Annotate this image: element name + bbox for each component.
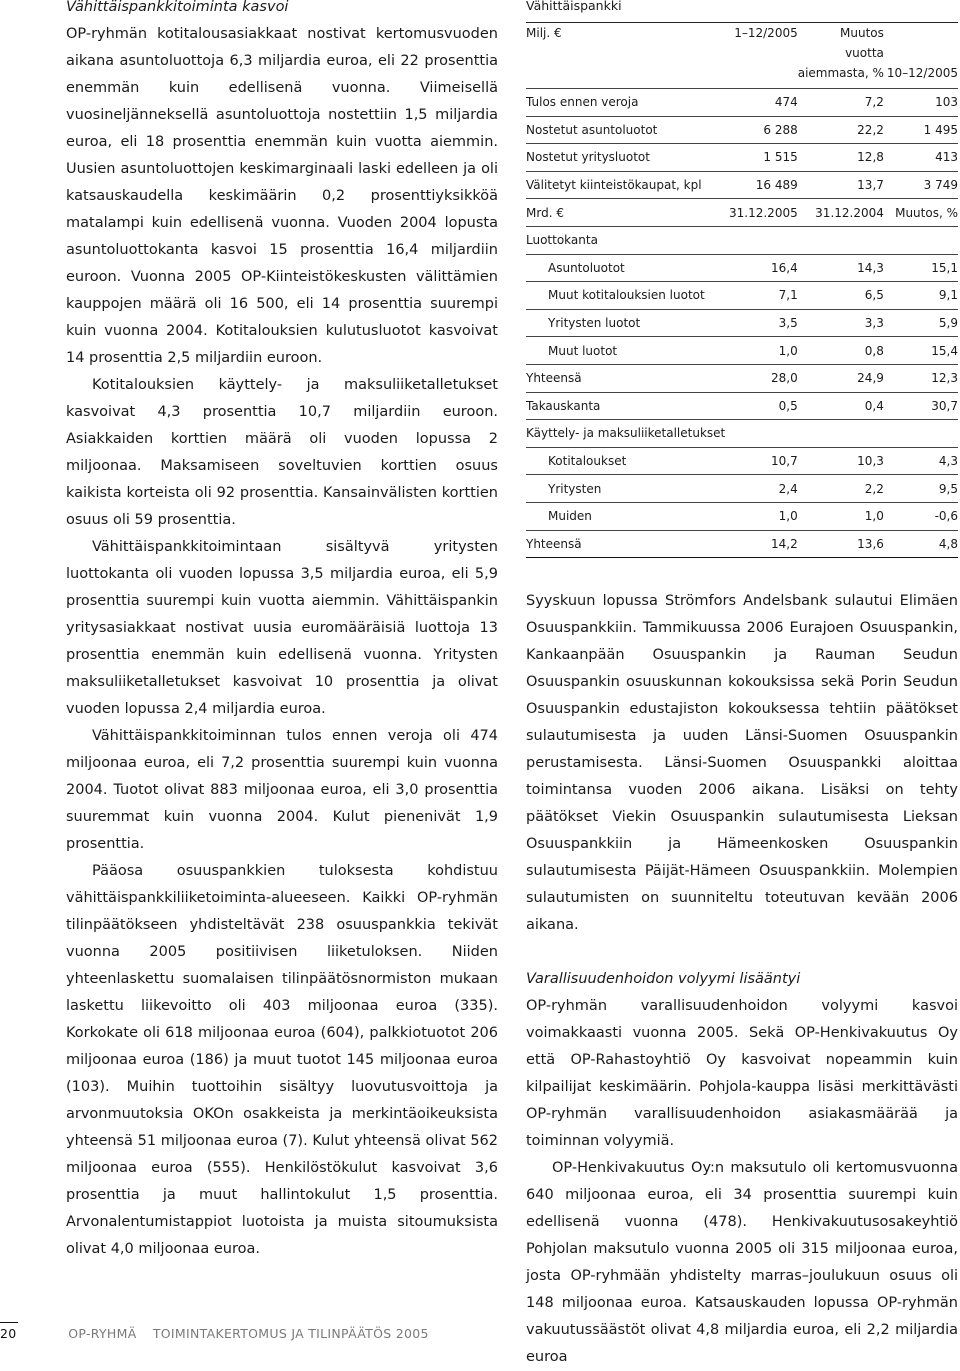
row-value: -0,6 (884, 502, 958, 530)
row-value (725, 420, 797, 448)
table-row (526, 254, 958, 282)
row-value: 3,3 (798, 309, 884, 337)
body-paragraph: Vähittäispankkitoiminnan tulos ennen veroja oli 474 miljoonaa euroa, eli 7,2 prosenttia suurempi kuin vuonna 2004. Tuotot olivat 883 miljoonaa euroa, eli 3,0 prosenttia suuremmat kuin vuonna 2004. Kulut pienenivät 1,9 prosenttia. (66, 728, 498, 852)
table-header-row (526, 63, 958, 89)
row-value: 474 (725, 89, 797, 117)
row-label: Mrd. € (526, 199, 725, 227)
row-value: 5,9 (884, 309, 958, 337)
right-column (526, 0, 958, 1371)
header-cell: Milj. € (526, 26, 562, 40)
table-header-row (526, 199, 958, 227)
table-row (526, 89, 958, 117)
row-value: 1 495 (884, 116, 958, 144)
row-label: Muiden (526, 502, 725, 530)
row-value: 4,8 (884, 530, 958, 558)
row-value: 2,4 (725, 475, 797, 503)
table-row (526, 392, 958, 420)
body-paragraph: Syyskuun lopussa Strömfors Andelsbank sulautui Elimäen Osuuspankkiin. Tammikuussa 2006 Eurajoen Osuuspankin, Kankaanpään Osuuspankin ja Rauman Seudun Osuuspankin osuuskunnan kokouksissa sekä Porin Seudun Osuuspankin edustajiston kokouksessa tehtiin päätökset sulautumisesta ja uuden Länsi-Suomen Osuuspankin perustamisesta. Länsi-Suomen Osuuspankki aloittaa toimintansa vuoden 2006 aikana. Lisäksi on tehty päätökset Viekin Osuuspankin sulautumisesta Lieksan Osuuspankkiin ja Hämeenkosken Osuuspankin sulautumisesta Päijät-Hämeen Osuuspankkiin. Molempien sulautumisten on suunniteltu toteutuvan kevään 2006 aikana. (526, 593, 958, 934)
row-label: Muut luotot (526, 337, 725, 365)
row-value: 14,2 (725, 530, 797, 558)
row-value: 103 (884, 89, 958, 117)
body-paragraph: OP-Henkivakuutus Oy:n maksutulo oli kertomusvuonna 640 miljoonaa euroa, eli 34 prosenttia suurempi kuin edellisenä vuonna (478). Henkivakuutusosakeyhtiö Pohjolan maksutulo vuonna 2005 oli 315 miljoonaa euroa, josta OP-ryhmään yhdistelty marras–joulukuun osuus oli 148 miljoonaa euroa. Katsauskauden lopussa OP-ryhmän vakuutussäästöt olivat 4,8 miljardia euroa, eli 2,2 miljardia euroa (526, 1160, 958, 1366)
table-row (526, 226, 958, 254)
row-value: 4,3 (884, 447, 958, 475)
body-paragraph: OP-ryhmän kotitalousasiakkaat nostivat kertomusvuoden aikana asuntoluottoja 6,3 miljardia euroa, eli 22 prosenttia enemmän kuin edellisenä vuonna. Viimeisellä vuosineljänneksellä asuntoluottoja nostettiin 1,5 miljardia euroa, eli 18 prosenttia enemmän kuin vuotta aiemmin. Uusien asuntoluottojen keskimarginaali laski edelleen ja oli katsauskaudella keskimäärin 0,2 prosenttiyksikköä matalampi kuin edellisenä vuonna. Vuoden 2004 lopusta asuntoluottokanta kasvoi 15 prosenttia 16,4 miljardiin euroon. Vuonna 2005 OP-Kiinteistökeskusten välittämien kauppojen määrä oli 16 500, eli 14 prosenttia suurempi kuin vuonna 2004. Kotitalouksien kulutusluotot kasvoivat 14 prosenttia 2,5 miljardiin euroon. (66, 26, 498, 366)
row-value: 0,8 (798, 337, 884, 365)
row-value: 9,5 (884, 475, 958, 503)
table-row (526, 171, 958, 199)
row-label: Yritysten (526, 475, 725, 503)
footer-rule (0, 1322, 18, 1323)
row-value: 7,2 (798, 89, 884, 117)
row-value: 16 489 (725, 171, 797, 199)
table-row (526, 530, 958, 558)
table-row (526, 447, 958, 475)
header-cell: 1–12/2005 (734, 26, 798, 40)
row-label: Muut kotitalouksien luotot (526, 282, 725, 310)
row-value: 9,1 (884, 282, 958, 310)
row-value (884, 226, 958, 254)
table-row (526, 364, 958, 392)
row-value (798, 420, 884, 448)
header-cell: 10–12/2005 (884, 63, 958, 89)
row-value: 15,4 (884, 337, 958, 365)
table-row (526, 337, 958, 365)
row-value: 10,3 (798, 447, 884, 475)
header-cell (725, 43, 797, 63)
table-row (526, 475, 958, 503)
row-value: 10,7 (725, 447, 797, 475)
row-value: 28,0 (725, 364, 797, 392)
body-paragraph: OP-ryhmän varallisuudenhoidon volyymi kasvoi voimakkaasti vuonna 2005. Sekä OP-Henkivakuutus Oy että OP-Rahastoyhtiö Oy kasvoivat nopeammin kuin kilpailijat keskimäärin. Pohjola-kauppa lisäsi merkittävästi OP-ryhmän varallisuudenhoidon asiakasmäärää ja toiminnan volyymiä. (526, 998, 958, 1150)
row-value: 413 (884, 144, 958, 172)
header-cell (526, 63, 725, 89)
row-label: Tulos ennen veroja (526, 89, 725, 117)
row-value: 7,1 (725, 282, 797, 310)
table-row (526, 420, 958, 448)
table-row (526, 116, 958, 144)
row-value: 2,2 (798, 475, 884, 503)
row-value: 31.12.2004 (798, 199, 884, 227)
table-title: Vähittäispankki (526, 0, 622, 13)
row-value: 1,0 (725, 337, 797, 365)
table-row (526, 282, 958, 310)
footer-doc-title: TOIMINTAKERTOMUS JA TILINPÄÄTÖS 2005 (152, 1326, 429, 1341)
header-cell (884, 43, 958, 63)
page-footer (0, 1326, 429, 1341)
row-value: 3 749 (884, 171, 958, 199)
body-paragraph: Pääosa osuuspankkien tuloksesta kohdistuu vähittäispankkiliiketoiminta-alueeseen. Kaikki OP-ryhmän tilinpäätökseen yhdisteltävät 238 osuuspankkia tekivät vuonna 2005 positiivisen liiketuloksen. Niiden yhteenlaskettu suomalaisen tilinpäätösnormiston mukaan laskettu liikevoitto oli 403 miljoonaa euroa (335). Korkokate oli 618 miljoonaa euroa (604), palkkiotuotot 206 miljoonaa euroa (186) ja muut tuotot 145 miljoonaa euroa (103). Muihin tuottoihin sisältyy luovutusvoittoja ja arvonmuutoksia OKOn osakkeista ja merkintäoikeuksista yhteensä 51 miljoonaa euroa (7). Kulut yhteensä olivat 562 miljoonaa euroa (555). Henkilöstökulut kasvoivat 3,6 prosenttia ja muut hallintokulut 1,5 prosenttia. Arvonalentumistappiot luotoista ja muista sitoumuksista olivat 4,0 miljoonaa euroa. (66, 863, 498, 1257)
row-value: 0,5 (725, 392, 797, 420)
row-value: 3,5 (725, 309, 797, 337)
row-label: Yritysten luotot (526, 309, 725, 337)
retail-bank-table (526, 23, 958, 558)
section-heading-wealth-management: Varallisuudenhoidon volyymi lisääntyi (526, 971, 801, 988)
row-value: 22,2 (798, 116, 884, 144)
section-heading-retail-banking: Vähittäispankkitoiminta kasvoi (66, 0, 289, 15)
body-paragraph: Kotitalouksien käyttely- ja maksuliiketalletukset kasvoivat 4,3 prosenttia 10,7 miljardiin euroon. Asiakkaiden korttien määrä oli vuoden lopussa 2 miljoonaa. Maksamiseen soveltuvien korttien osuus kaikista korteista oli 92 prosenttia. Kansainvälisten korttien osuus oli 59 prosenttia. (66, 377, 498, 528)
header-cell: aiemmasta, % (798, 63, 884, 89)
body-paragraph: Vähittäispankkitoimintaan sisältyvä yritysten luottokanta oli vuoden lopussa 3,5 miljardia euroa, eli 5,9 prosenttia suurempi kuin vuotta aiemmin. Vähittäispankin yritysasiakkaat nostivat uusia euromääräisiä luottoja 13 prosenttia enemmän kuin edellisenä vuonna. Yritysten maksuliiketalletukset kasvoivat 10 prosenttia ja olivat vuoden lopussa 2,4 miljardia euroa. (66, 539, 498, 717)
row-value: 1,0 (725, 502, 797, 530)
row-label: Yhteensä (526, 364, 725, 392)
row-value: 13,7 (798, 171, 884, 199)
table-row (526, 144, 958, 172)
row-value: 13,6 (798, 530, 884, 558)
row-label: Kotitaloukset (526, 447, 725, 475)
row-value: 24,9 (798, 364, 884, 392)
row-label: Käyttely- ja maksuliiketalletukset (526, 420, 725, 448)
header-cell (526, 43, 725, 63)
row-value: 6,5 (798, 282, 884, 310)
page-number: 20 (0, 1326, 17, 1341)
row-value: 12,8 (798, 144, 884, 172)
row-label: Luottokanta (526, 226, 725, 254)
row-value (884, 420, 958, 448)
retail-bank-table-block (526, 0, 958, 558)
row-label: Yhteensä (526, 530, 725, 558)
row-value: 1 515 (725, 144, 797, 172)
row-value: 1,0 (798, 502, 884, 530)
row-label: Välitetyt kiinteistökaupat, kpl (526, 171, 725, 199)
row-value (725, 226, 797, 254)
row-label: Asuntoluotot (526, 254, 725, 282)
table-row (526, 502, 958, 530)
header-cell (884, 23, 958, 43)
row-label: Nostetut yritysluotot (526, 144, 725, 172)
row-value: Muutos, % (884, 199, 958, 227)
row-value: 12,3 (884, 364, 958, 392)
row-label: Nostetut asuntoluotot (526, 116, 725, 144)
table-header-row (526, 23, 958, 43)
row-value: 14,3 (798, 254, 884, 282)
row-value: 31.12.2005 (725, 199, 797, 227)
header-cell (725, 63, 797, 89)
row-value: 15,1 (884, 254, 958, 282)
row-value: 30,7 (884, 392, 958, 420)
row-label: Takauskanta (526, 392, 725, 420)
row-value: 0,4 (798, 392, 884, 420)
header-cell: vuotta (845, 46, 884, 60)
row-value: 16,4 (725, 254, 797, 282)
row-value (798, 226, 884, 254)
table-row (526, 309, 958, 337)
header-cell: Muutos (840, 26, 884, 40)
row-value: 6 288 (725, 116, 797, 144)
table-header-row (526, 43, 958, 63)
right-text-block (526, 588, 958, 1371)
footer-org: OP-RYHMÄ (68, 1326, 137, 1341)
left-column (66, 0, 498, 1263)
